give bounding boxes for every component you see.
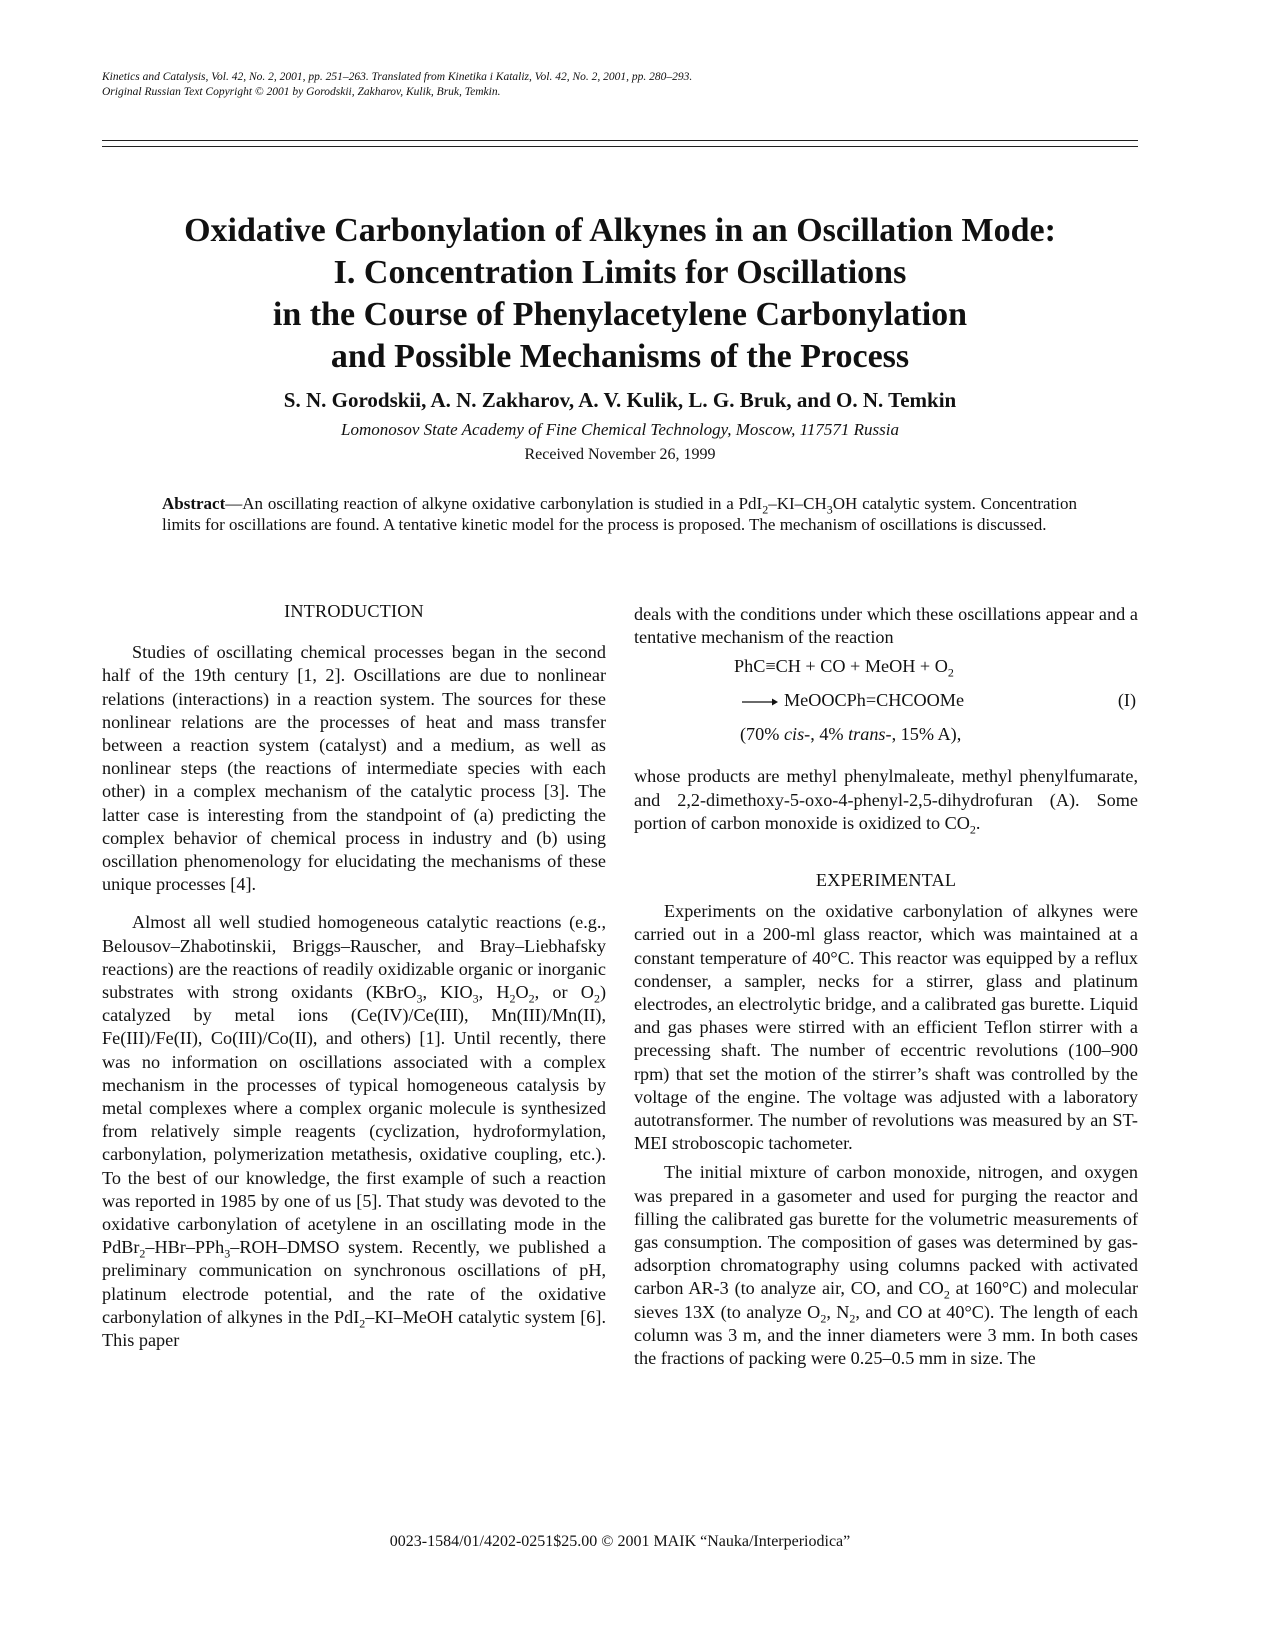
footer-copyright: 0023-1584/01/4202-0251$25.00 © 2001 MAIK “Nauka/Interperiodica”	[389, 1533, 851, 1550]
left-column	[102, 600, 606, 1352]
abstract-text: OH catalytic system. Concentration limits for oscillations are found. A tentative kinetic model for the process is proposed. The mechanism of oscillations is discussed.	[162, 494, 1077, 534]
equation-line-3	[740, 723, 961, 746]
subscript: 2	[849, 1311, 856, 1326]
text-run: Almost all well studied homogeneous catalytic reactions (e.g., Belousov–Zhabotinskii, Briggs–Rauscher, and Bray–Liebhafsky reactions) are the reactions of readily oxidizable organic or inorganic substrates with strong oxidants (KBrO	[102, 912, 606, 1003]
text-run: , 4%	[810, 724, 849, 745]
section-heading-introduction: INTRODUCTION	[284, 601, 424, 621]
section-gap	[634, 835, 1138, 869]
subscript: 2	[593, 991, 600, 1006]
subscript: 3	[224, 1246, 231, 1261]
equation-line-1	[734, 655, 954, 681]
abstract-label: Abstract	[162, 494, 226, 513]
subscript: 2	[528, 991, 535, 1006]
abstract	[162, 494, 1077, 535]
text-run: The initial mixture of carbon monoxide, nitrogen, and oxygen was prepared in a gasometer and used for purging the reactor and filling the calibrated gas burette for the volumetric measurements of gas consumption. The composition of gases was determined by gas-adsorption chromatography using columns packed with activated carbon AR-3 (to analyze air, CO, and CO	[634, 1162, 1138, 1299]
subscript: 2	[359, 1316, 366, 1331]
text-run: ) catalyzed by metal ions (Ce(IV)/Ce(III), Mn(III)/Mn(II), Fe(III)/Fe(II), Co(III)/Co(II), and others) [1]. Until recently, there was no information on oscillations associated with a complex mechanism in the processes of typical homogeneous catalysis by metal complexes where a complex organic molecule is synthesized from relatively simple reagents (cyclization, hydroformylation, carbonylation, polymerization metathesis, oxidative coupling, etc.). To the best of our knowledge, the first example of such a reaction was reported in 1985 by one of us [5]. That study was devoted to the oxidative carbonylation of acetylene in an oscillating mode in the PdBr	[102, 982, 606, 1258]
text-run: –HBr–PPh	[145, 1237, 225, 1258]
text-run: cis-	[783, 724, 811, 745]
affiliation: Lomonosov State Academy of Fine Chemical Technology, Moscow, 117571 Russia	[341, 420, 899, 439]
text-run: –ROH–DMSO system. Recently, we published a preliminary communication on synchronous oscillations of pH, platinum electrode potential, and the rate of the oxidative carbonylation of alkynes in the PdI	[102, 1237, 606, 1327]
journal-header	[102, 70, 1122, 100]
section-heading-experimental: EXPERIMENTAL	[815, 870, 957, 891]
text-run: , 15% A),	[891, 724, 962, 745]
abstract-text: –KI–CH	[768, 494, 827, 513]
header-rule-top	[102, 140, 1138, 141]
subscript: 3	[416, 991, 423, 1006]
text-run: , KIO	[422, 982, 473, 1003]
header-rule-bottom	[102, 146, 1138, 147]
subscript: 2	[820, 1311, 827, 1326]
subscript: 2	[943, 1288, 950, 1303]
text-run: whose products are methyl phenylmaleate, methyl phenylfumarate, and 2,2-dimethoxy-5-oxo-4-phenyl-2,5-dihydrofuran (A). Some portion of carbon monoxide is oxidized to CO	[634, 766, 1138, 833]
text-run: at 160°C) and molecular sieves 13X (to analyze O	[634, 1278, 1139, 1322]
subscript: 3	[472, 991, 479, 1006]
title-line-4: and Possible Mechanisms of the Process	[330, 338, 910, 375]
received-date: Received November 26, 1999	[524, 446, 716, 463]
subscript: 2	[969, 822, 976, 837]
intro-continuation: deals with the conditions under which these oscillations appear and a tentative mechanism of the reaction	[634, 604, 1138, 648]
intro-paragraph-1: Studies of oscillating chemical processes began in the second half of the 19th century [1, 2]. Oscillations are due to nonlinear relations (interactions) in a reaction system. The sources for these nonlinear relations are the processes of heat and mass transfer between a reaction system (catalyst) and a medium, as well as nonlinear steps (the reactions of intermediate species with each other) in a complex mechanism of the catalytic process [3]. The latter case is interesting from the standpoint of (a) predicting the complex behavior of chemical process in industry and (b) using oscillation phenomenology for elucidating the mechanisms of these unique processes [4].	[102, 642, 606, 895]
intro-paragraph-2	[102, 911, 606, 1352]
text-run: , or O	[534, 982, 594, 1003]
text-run: , H	[478, 982, 510, 1003]
title-line-3: in the Course of Phenylacetylene Carbonylation	[272, 296, 968, 333]
header-line-2: Original Russian Text Copyright © 2001 by Gorodskii, Zakharov, Kulik, Bruk, Temkin.	[102, 86, 501, 98]
subscript: 2	[947, 666, 954, 681]
text-run: –KI–MeOH catalytic system [6]. This paper	[102, 1306, 607, 1351]
right-column	[634, 603, 1138, 1370]
experimental-paragraph-2	[634, 1161, 1138, 1370]
header-line-1: Kinetics and Catalysis, Vol. 42, No. 2, 2001, pp. 251–263. Translated from Kinetika i Kataliz, Vol. 42, No. 2, 2001, pp. 280–293.	[102, 71, 693, 83]
experimental-paragraph-1: Experiments on the oxidative carbonylation of alkynes were carried out in a 200-ml glass reactor, which was maintained at a constant temperature of 40°C. This reactor was equipped by a reflux condenser, a sampler, necks for a stirrer, glass and platinum electrodes, an electrolytic bridge, and a calibrated gas burette. Liquid and gas phases were stirred with an efficient Teflon stirrer with a precessing shaft. The number of eccentric revolutions (100–900 rpm) that set the motion of the stirrer’s shaft was controlled by the voltage of the engine. The voltage was adjusted with a laboratory autotransformer. The number of revolutions was measured by an ST-MEI stroboscopic tachometer.	[634, 901, 1138, 1154]
subscript: 2	[139, 1246, 146, 1261]
subscript: 2	[509, 991, 516, 1006]
products-paragraph	[634, 765, 1138, 835]
abstract-sub: 2	[762, 502, 769, 517]
title-line-1: Oxidative Carbonylation of Alkynes in an Oscillation Mode:	[184, 212, 1056, 249]
abstract-sub: 3	[826, 502, 833, 517]
text-run: (70%	[740, 724, 784, 745]
text-run: trans-	[848, 724, 892, 745]
title-line-2: I. Concentration Limits for Oscillations	[333, 254, 907, 291]
reaction-arrow-icon	[742, 697, 778, 707]
paragraph-gap	[102, 896, 606, 911]
equation-number: (I)	[1117, 690, 1136, 711]
text-run: , and CO at 40°C). The length of each column was 3 m, and the inner diameters were 3 mm. In both cases the fractions of packing were 0.25–0.5 mm in size. The	[634, 1301, 1139, 1369]
equation-product: MeOOCPh=CHCOOMe	[784, 690, 965, 711]
abstract-text: —An oscillating reaction of alkyne oxidative carbonylation is studied in a PdI	[225, 494, 763, 513]
text-run: , N	[826, 1301, 850, 1322]
equation-reactants: PhC≡CH + CO + MeOH + O	[734, 656, 948, 677]
equation-line-2	[742, 689, 964, 712]
reaction-equation	[634, 651, 1138, 757]
text-run: O	[515, 982, 529, 1003]
text-run: .	[975, 812, 981, 833]
paper-title	[102, 210, 1138, 378]
authors: S. N. Gorodskii, A. N. Zakharov, A. V. Kulik, L. G. Bruk, and O. N. Temkin	[283, 388, 957, 412]
